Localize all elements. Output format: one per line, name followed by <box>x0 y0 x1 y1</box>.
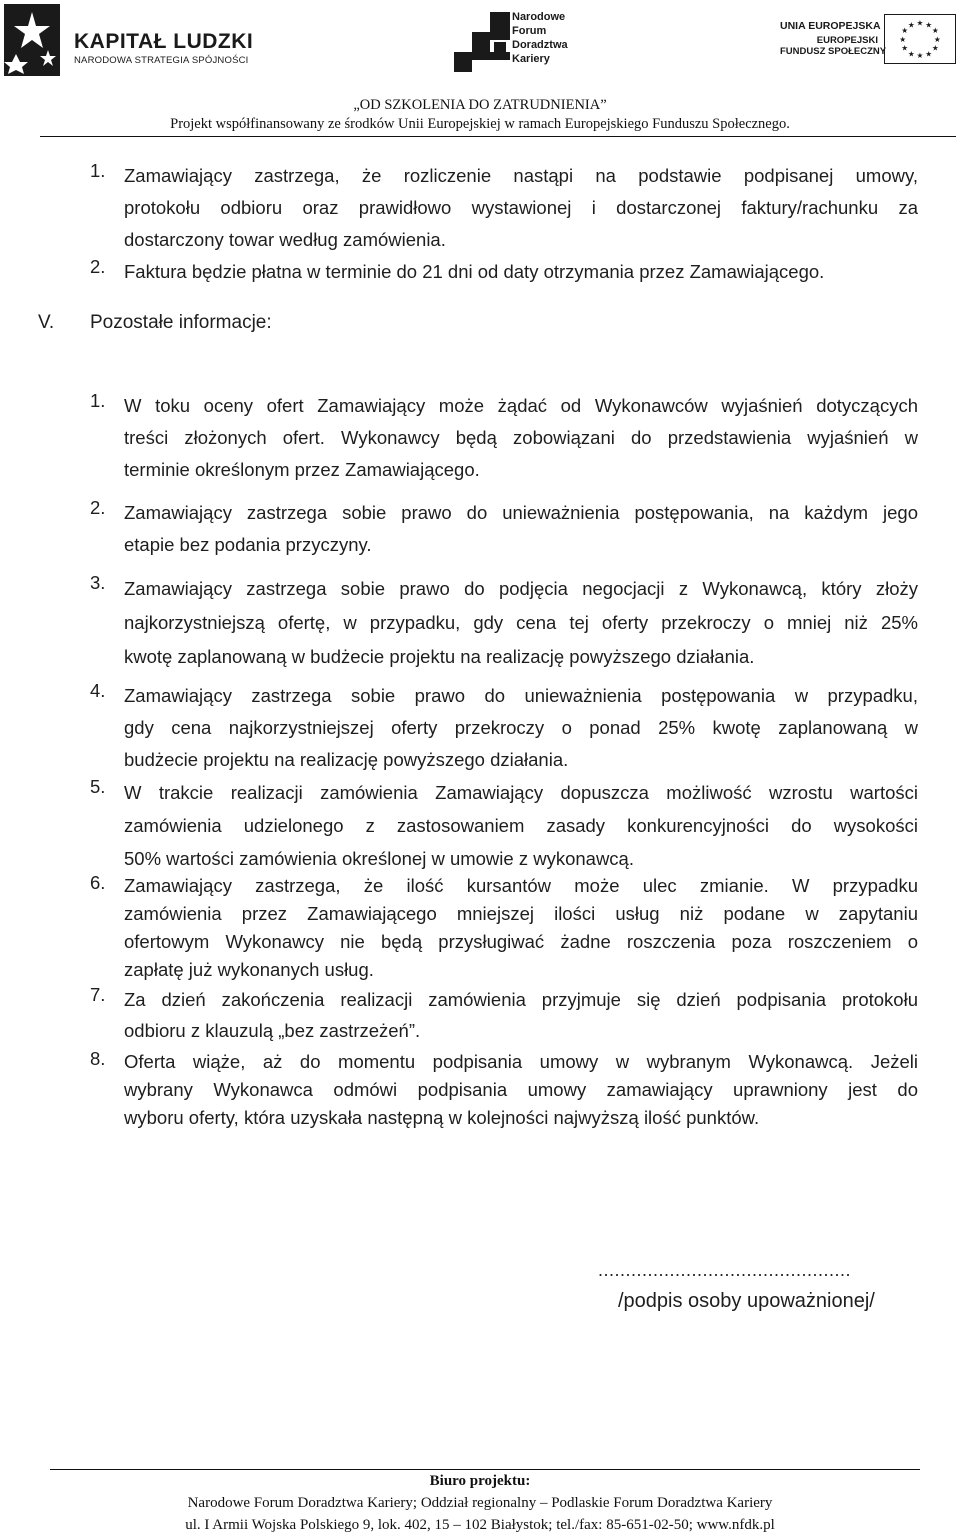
item-line: wyboru oferty, która uzyskała następną w kolejności najwyższą ilość punktów. <box>124 1107 760 1128</box>
nfdk-logo-text <box>512 10 568 66</box>
svg-text:★: ★ <box>901 26 909 36</box>
eu-flag-icon <box>884 14 956 64</box>
svg-text:★: ★ <box>933 34 941 44</box>
item-number: 7. <box>90 984 106 1005</box>
nfdk-line: Narodowe <box>512 11 566 23</box>
item-line: W trakcie realizacji zamówienia Zamawiający dopuszcza możliwość wzrostu wartości <box>124 782 918 803</box>
item-line: dostarczony towar według zamówienia. <box>124 229 446 250</box>
svg-text:★: ★ <box>925 20 933 30</box>
svg-text:★: ★ <box>931 26 939 36</box>
item-line: kwotę zaplanowaną w budżecie projektu na realizację powyższego działania. <box>124 646 755 667</box>
item-line: najkorzystniejszą ofertę, w przypadku, gdy cena tej oferty przekroczy o mniej niż 25% <box>124 612 918 633</box>
item-number: 6. <box>90 872 106 893</box>
kapital-ludzki-subtitle: NARODOWA STRATEGIA SPÓJNOŚCI <box>74 55 249 66</box>
nfdk-steps-icon <box>454 12 510 72</box>
item-text <box>124 390 918 486</box>
footer <box>0 1470 960 1536</box>
footer-title: Biuro projektu: <box>429 1473 531 1489</box>
item-line: Zamawiający zastrzega sobie prawo do podjęcia negocjacji z Wykonawcą, który złoży <box>124 578 918 599</box>
eu-line-3: FUNDUSZ SPOŁECZNY <box>780 46 887 57</box>
item-line: protokołu odbioru oraz prawidłowo wystawionej i dostarczonej faktury/rachunku za <box>124 197 918 218</box>
item-number: 5. <box>90 776 106 797</box>
item-line: treści złożonych ofert. Wykonawcy będą zobowiązani do przedstawienia wyjaśnień w <box>124 427 918 448</box>
item-line: W toku oceny ofert Zamawiający może żądać od Wykonawców wyjaśnień dotyczących <box>124 395 918 416</box>
item-line: zamówienia udzielonego z zastosowaniem zasady konkurencyjności do wysokości <box>124 815 918 836</box>
item-number: 8. <box>90 1048 106 1069</box>
kapital-ludzki-title: KAPITAŁ LUDZKI <box>74 30 254 53</box>
kapital-ludzki-star-icon <box>4 4 60 76</box>
header-logos <box>0 0 960 95</box>
nfdk-line: Kariery <box>512 53 550 65</box>
svg-text:★: ★ <box>907 49 915 59</box>
item-line: ofertowym Wykonawcy nie będą przysługiwać żadne roszczenia poza roszczeniem o <box>124 931 918 952</box>
svg-text:★: ★ <box>931 43 939 53</box>
signature-line: .............................................. <box>598 1260 852 1280</box>
item-number: 4. <box>90 680 106 701</box>
eu-line-1: UNIA EUROPEJSKA <box>780 20 881 32</box>
item-number: 1. <box>90 160 106 181</box>
item-line: Oferta wiąże, aż do momentu podpisania umowy w wybranym Wykonawcą. Jeżeli <box>124 1051 918 1072</box>
item-line: Za dzień zakończenia realizacji zamówienia przyjmuje się dzień podpisania protokołu <box>124 989 918 1010</box>
item-line: zapłatę już wykonanych usług. <box>124 959 374 980</box>
item-number: 2. <box>90 256 106 277</box>
item-text <box>124 497 918 561</box>
item-line: budżecie projektu na realizację powyższego działania. <box>124 749 569 770</box>
svg-text:★: ★ <box>907 20 915 30</box>
item-line: odbioru z klauzulą „bez zastrzeżeń”. <box>124 1020 421 1041</box>
item-number: 1. <box>90 390 106 411</box>
eu-line-2: EUROPEJSKI <box>816 35 878 46</box>
nfdk-logo <box>454 6 574 76</box>
item-line: etapie bez podania przyczyny. <box>124 534 372 555</box>
item-number: 2. <box>90 497 106 518</box>
item-line: terminie określonym przez Zamawiającego. <box>124 459 480 480</box>
nfdk-line: Doradztwa <box>512 39 568 51</box>
signature-label: /podpis osoby upoważnionej/ <box>618 1290 875 1312</box>
item-line: Zamawiający zastrzega sobie prawo do unieważnienia postępowania w przypadku, <box>124 685 918 706</box>
item-line: zamówienia przez Zamawiającego mniejszej ilości usług niż podane w zapytaniu <box>124 903 918 924</box>
item-text <box>124 776 918 875</box>
item-line: wybrany Wykonawca odmówi podpisania umowy zamawiający uprawniony jest do <box>124 1079 918 1100</box>
svg-text:★: ★ <box>899 34 907 44</box>
footer-organization: Narodowe Forum Doradztwa Kariery; Oddział regionalny – Podlaskie Forum Doradztwa Kariery <box>187 1495 773 1511</box>
section-title: Pozostałe informacje: <box>90 312 272 333</box>
project-name: „OD SZKOLENIA DO ZATRUDNIENIA” <box>353 97 607 113</box>
cofinancing-note: Projekt współfinansowany ze środków Unii Europejskiej w ramach Europejskiego Funduszu Społecznego. <box>170 116 790 132</box>
item-text <box>124 1048 918 1132</box>
item-line: Zamawiający zastrzega, że rozliczenie nastąpi na podstawie podpisanej umowy, <box>124 165 918 186</box>
item-line: Zamawiający zastrzega sobie prawo do unieważnienia postępowania, na każdym jego <box>124 502 918 523</box>
item-line: Faktura będzie płatna w terminie do 21 dni od daty otrzymania przez Zamawiającego. <box>124 261 825 282</box>
item-number: 3. <box>90 572 106 593</box>
item-line: gdy cena najkorzystniejszej oferty przekroczy o ponad 25% kwotę zaplanowaną w <box>124 717 918 738</box>
svg-text:★: ★ <box>916 51 924 61</box>
section-number: V. <box>38 312 55 333</box>
item-text <box>124 572 918 674</box>
item-text <box>124 984 918 1046</box>
item-line: 50% wartości zamówienia określonej w umowie z wykonawcą. <box>124 848 634 869</box>
eu-logo-text <box>780 20 887 57</box>
kapital-ludzki-logo <box>4 4 254 80</box>
svg-text:★: ★ <box>916 18 924 28</box>
item-text <box>124 680 918 776</box>
footer-address: ul. I Armii Wojska Polskiego 9, lok. 402, 15 – 102 Białystok; tel./fax: 85-651-02-50; www.nfdk.pl <box>185 1517 775 1533</box>
item-text <box>124 256 918 288</box>
item-line: Zamawiający zastrzega, że ilość kursantów może ulec zmianie. W przypadku <box>124 875 918 896</box>
svg-text:★: ★ <box>925 49 933 59</box>
project-header <box>0 96 960 134</box>
svg-text:★: ★ <box>901 43 909 53</box>
header-divider <box>40 136 956 137</box>
item-text <box>124 872 918 984</box>
item-text <box>124 160 918 256</box>
nfdk-line: Forum <box>512 25 547 37</box>
eu-logo <box>780 14 960 74</box>
